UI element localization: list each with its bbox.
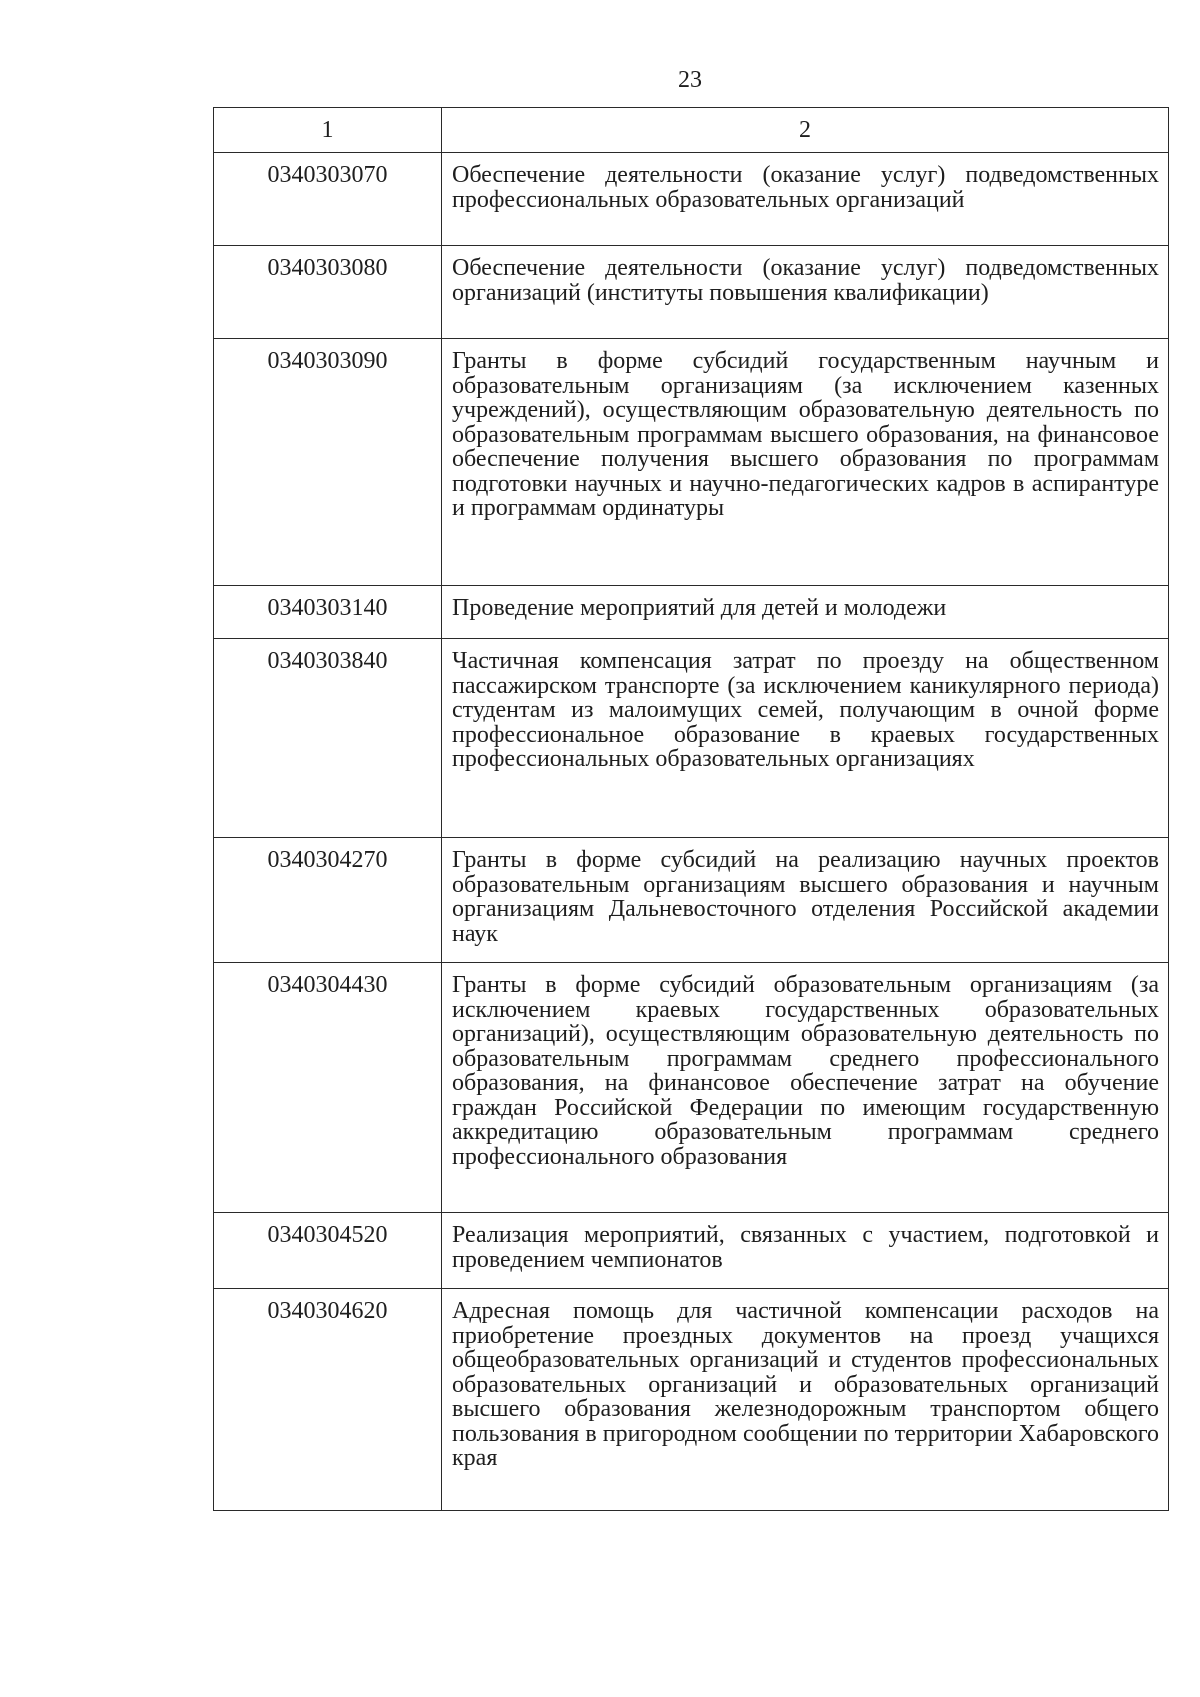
row-code: 0340304270 xyxy=(214,838,442,963)
table-row xyxy=(214,586,1169,639)
row-description: Обеспечение деятельности (оказание услуг) подведомственных организаций (институты повышения квалификации) xyxy=(442,246,1169,339)
row-description: Гранты в форме субсидий на реализацию научных проектов образовательным организациям высшего образования и научным организациям Дальневосточного отделения Российской академии наук xyxy=(442,838,1169,963)
row-code: 0340303090 xyxy=(214,339,442,586)
row-code: 0340303070 xyxy=(214,153,442,246)
column-header-code: 1 xyxy=(214,108,442,153)
budget-classification-table xyxy=(213,107,1169,1511)
row-description: Частичная компенсация затрат по проезду на общественном пассажирском транспорте (за исключением каникулярного периода) студентам из малоимущих семей, получающим в очной форме профессиональное образование в краевых государственных профессиональных образовательных организациях xyxy=(442,639,1169,838)
row-code: 0340304620 xyxy=(214,1289,442,1511)
row-description: Гранты в форме субсидий государственным научным и образовательным организациям (за исключением казенных учреждений), осуществляющим образовательную деятельность по образовательным программам высшего образования, на финансовое обеспечение получения высшего образования по программам подготовки научных и научно-педагогических кадров в аспирантуре и программам ординатуры xyxy=(442,339,1169,586)
table-row xyxy=(214,153,1169,246)
row-description: Проведение мероприятий для детей и молодежи xyxy=(442,586,1169,639)
row-description: Реализация мероприятий, связанных с участием, подготовкой и проведением чемпионатов xyxy=(442,1213,1169,1289)
row-code: 0340304430 xyxy=(214,963,442,1213)
column-header-description: 2 xyxy=(442,108,1169,153)
row-code: 0340303140 xyxy=(214,586,442,639)
row-code: 0340303080 xyxy=(214,246,442,339)
row-description: Гранты в форме субсидий образовательным организациям (за исключением краевых государственных образовательных организаций), осуществляющим образовательную деятельность по образовательным программам среднего профессионального образования, на финансовое обеспечение затрат на обучение граждан Российской Федерации по имеющим государственную аккредитацию образовательным программам среднего профессионального образования xyxy=(442,963,1169,1213)
table-header-row xyxy=(214,108,1169,153)
row-description: Обеспечение деятельности (оказание услуг) подведомственных профессиональных образовательных организаций xyxy=(442,153,1169,246)
row-code: 0340304520 xyxy=(214,1213,442,1289)
table-row xyxy=(214,1213,1169,1289)
table-row xyxy=(214,963,1169,1213)
row-description: Адресная помощь для частичной компенсации расходов на приобретение проездных документов на проезд учащихся общеобразовательных организаций и студентов профессиональных образовательных организаций и образовательных организаций высшего образования железнодорожным транспортом общего пользования в пригородном сообщении по территории Хабаровского края xyxy=(442,1289,1169,1511)
table-row xyxy=(214,1289,1169,1511)
table-row xyxy=(214,838,1169,963)
table-row xyxy=(214,246,1169,339)
page-number: 23 xyxy=(678,67,702,93)
table-row xyxy=(214,339,1169,586)
row-code: 0340303840 xyxy=(214,639,442,838)
table-row xyxy=(214,639,1169,838)
